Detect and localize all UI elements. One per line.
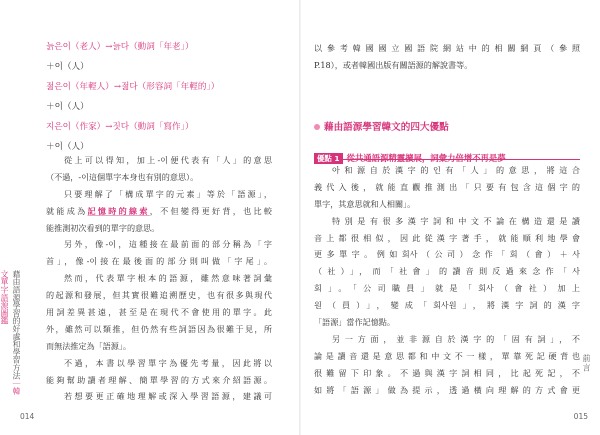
body-line: 音上都很相似，因此從漢字著手，就能順利地學會	[314, 232, 580, 243]
example-line: ＋이（人）	[46, 62, 89, 72]
side-tab-accent: ｜韓文單字語源圖鑑	[0, 270, 21, 395]
body-line: 特別是有很多漢字詞和中文不論在構造還是讀	[332, 215, 580, 226]
body-text: ，不但變得更好背，也比較	[149, 205, 272, 216]
body-line: 원（員）」，變成「회사원」，將漢字詞的漢字	[314, 300, 580, 311]
body-text: ，這種接在最前面的部分稱為「字	[116, 239, 272, 250]
body-line: 從上可以得知，加上-이便代表有「人」的意思	[64, 155, 272, 165]
benefit-heading	[314, 146, 580, 163]
body-line: 單字，其意思就和人相關」。	[314, 198, 416, 209]
body-line: 首」，像-이接在最後面的部分則叫做「字尾」。	[46, 256, 272, 267]
body-text: 另外，像-	[64, 239, 109, 250]
body-line: （社）」，而「社會」的讀音則反過來念作「사	[314, 266, 580, 277]
page-number-left: 014	[20, 412, 35, 421]
bullet-dot-icon	[314, 124, 320, 130]
benefit-tag: 優點 1	[314, 153, 343, 164]
right-intro-text	[314, 40, 580, 74]
body-line: 能夠幫助讀者理解、簡單學習的方式來介紹語源。	[46, 374, 272, 385]
example-line: 지은이（作家）→짓다（動詞「寫作」）	[46, 122, 194, 132]
body-line: 以參考韓國國立國語院網站中的相關網頁（參照	[314, 43, 580, 53]
right-body-text	[314, 162, 580, 398]
body-line: 用詞差異甚遠，甚至是在現代不會使用的單字。此	[46, 307, 272, 318]
page-number-right: 015	[573, 412, 588, 421]
body-line: 能推測初次看到的單字的意思。	[46, 222, 160, 233]
body-line: 更多單字。例如회사（公司）念作「회（會）＋사	[314, 249, 580, 260]
body-line: 如將「語源」做為提示，透過橫向理解的方式會更	[314, 384, 580, 395]
right-page	[300, 0, 600, 435]
body-line: 很難留下印象。不過與漢字詞相同，比起死記，不	[314, 367, 580, 378]
body-line	[46, 203, 272, 220]
left-body-text	[46, 152, 272, 405]
example-line: ＋이（人）	[46, 102, 89, 112]
section-title	[314, 119, 449, 133]
body-text: 就能成為	[46, 205, 88, 216]
body-line: 而無法推定為「語源」。	[46, 340, 131, 351]
body-line	[46, 236, 272, 253]
section-title-text: 藉由語源學習韓文的四大優點	[324, 122, 449, 133]
body-line: 論是讀音還是意思都和中文不一樣，單靠死記硬背也	[314, 350, 580, 361]
side-tab-right: 前言	[582, 354, 591, 374]
side-tab-text: 藉由語源學習的好處和學習方法	[12, 270, 21, 380]
example-line: 늙은이（老人）→늙다（動詞「年老」）	[46, 42, 194, 52]
example-line: 젊은이（年輕人）→젊다（形容詞「年輕的」）	[46, 82, 220, 92]
body-text: 이	[108, 239, 117, 250]
body-line: 「語源」當作記憶點。	[314, 317, 395, 328]
body-line: 另一方面，並非源自於漢字的「固有詞」，不	[332, 333, 580, 344]
body-line: P.18），或者韓國出版有關語源的解說書等。	[314, 59, 473, 70]
body-line: 外，雖然可以類推，但仍然有些詞語因為很難于見，所	[46, 323, 272, 334]
body-line: 아和源自於漢字的인有「人」的意思，將這合	[332, 165, 580, 175]
body-line: 不過，本書以學習單字為優先考量，因此將以	[64, 357, 272, 368]
benefit-title: 從共通語源精靈擴展，詞彙力倍增不再是夢	[346, 153, 506, 163]
highlight-text: 記憶時的線索	[87, 205, 150, 216]
body-line: 然而，代表單字根本的語源，雖然意味著詞彙	[64, 273, 272, 284]
body-line: 若想要更正確地理解或深入學習語源，建議可	[64, 391, 272, 402]
body-line: 只要理解了「構成單字的元素」等於「語源」，	[64, 188, 272, 199]
body-line: （不過，-이這個單字本身也有別的意思）。	[46, 171, 199, 182]
body-line: 義代入後，就能直觀推測出「只要有包含這個字的	[314, 181, 580, 192]
body-line: 的起源和發展，但其實很難追溯歷史，也有很多與現代	[46, 290, 272, 301]
example-line: ＋이（人）	[46, 142, 89, 152]
body-line: 회」。「公司職員」就是「회사（會社）加上	[314, 283, 580, 294]
side-tab-left	[0, 270, 22, 400]
